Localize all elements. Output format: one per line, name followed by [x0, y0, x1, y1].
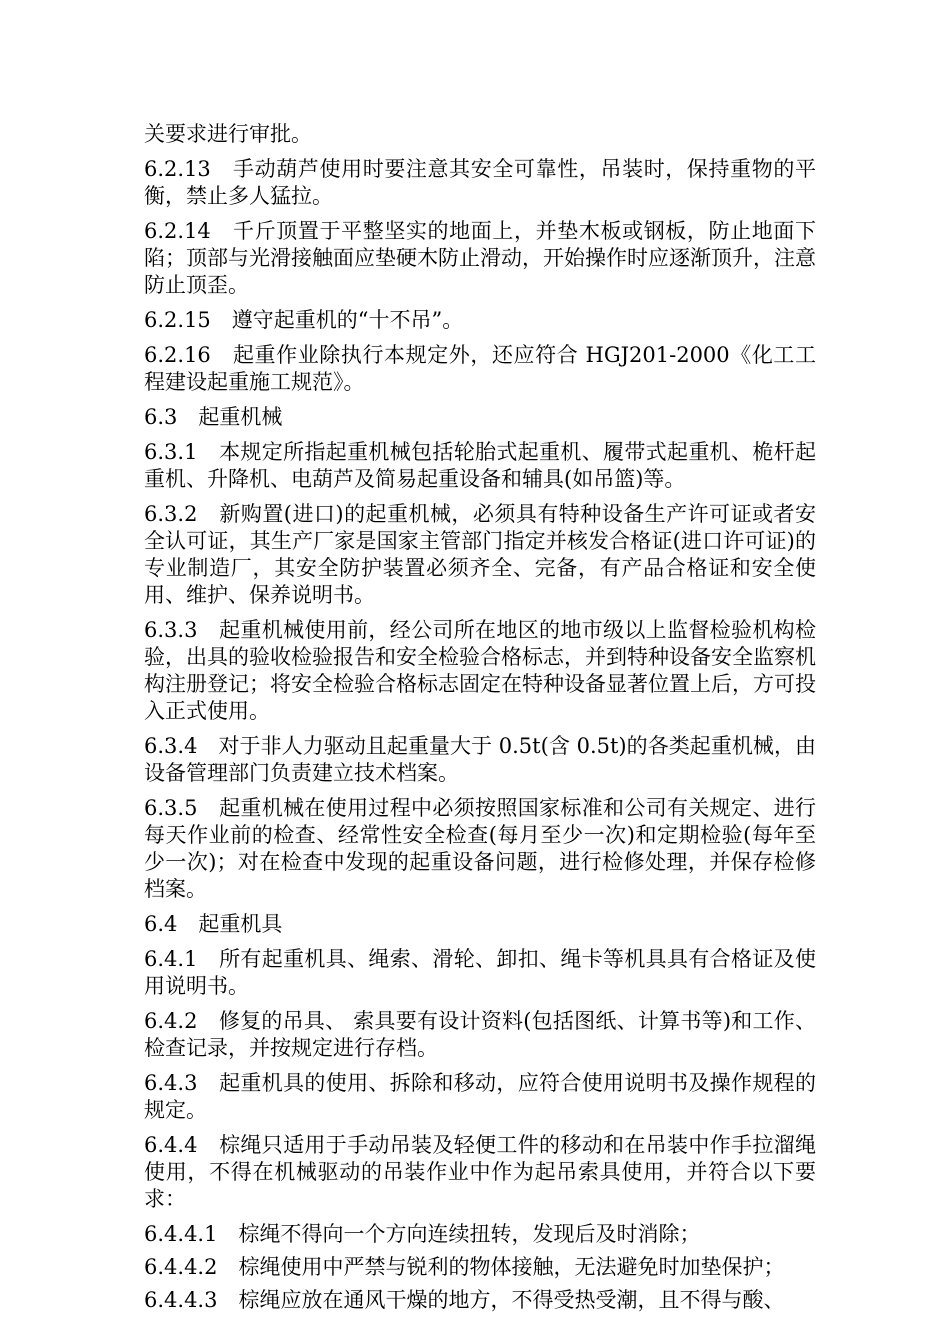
- paragraph-6-4-4-3: 6.4.4.3 棕绳应放在通风干燥的地方，不得受热受潮，且不得与酸、: [144, 1288, 785, 1312]
- section-heading-6-4: 6.4 起重机具: [144, 912, 283, 936]
- paragraph-6-4-3: 6.4.3 起重机具的使用、拆除和移动，应符合使用说明书及操作规程的规定。: [144, 1071, 816, 1122]
- paragraph-6-4-4-2: 6.4.4.2 棕绳使用中严禁与锐利的物体接触，无法避免时加垫保护；: [144, 1255, 785, 1279]
- document-body: [144, 121, 816, 1320]
- paragraph-6-4-4: 6.4.4 棕绳只适用于手动吊装及轻便工件的移动和在吊装中作手拉溜绳使用，不得在机械驱动的吊装作业中作为起吊索具使用，并符合以下要求：: [144, 1133, 816, 1211]
- section-heading-6-3: 6.3 起重机械: [144, 405, 283, 429]
- paragraph-6-3-2: 6.3.2 新购置(进口)的起重机械，必须具有特种设备生产许可证或者安全认可证，其生产厂家是国家主管部门指定并核发合格证(进口许可证)的专业制造厂，其安全防护装置必须齐全、完备，有产品合格证和安全使用、维护、保养说明书。: [144, 502, 816, 607]
- paragraph-6-3-3: 6.3.3 起重机械使用前，经公司所在地区的地市级以上监督检验机构检验，出具的验收检验报告和安全检验合格标志，并到特种设备安全监察机构注册登记；将安全检验合格标志固定在特种设备显著位置上后，方可投入正式使用。: [144, 618, 816, 723]
- paragraph-6-3-4: 6.3.4 对于非人力驱动且起重量大于 0.5t(含 0.5t)的各类起重机械，由设备管理部门负责建立技术档案。: [144, 734, 816, 785]
- paragraph-approval-continuation: 关要求进行审批。: [144, 122, 312, 146]
- paragraph-6-2-14: 6.2.14 千斤顶置于平整坚实的地面上，并垫木板或钢板，防止地面下陷；顶部与光滑接触面应垫硬木防止滑动，开始操作时应逐渐顶升，注意防止顶歪。: [144, 219, 816, 297]
- paragraph-6-3-1: 6.3.1 本规定所指起重机械包括轮胎式起重机、履带式起重机、桅杆起重机、升降机、电葫芦及简易起重设备和辅具(如吊篮)等。: [144, 440, 816, 491]
- paragraph-6-4-1: 6.4.1 所有起重机具、绳索、滑轮、卸扣、绳卡等机具具有合格证及使用说明书。: [144, 947, 816, 998]
- paragraph-6-3-5: 6.3.5 起重机械在使用过程中必须按照国家标准和公司有关规定、进行每天作业前的检查、经常性安全检查(每月至少一次)和定期检验(每年至少一次)；对在检查中发现的起重设备问题，进行检修处理，并保存检修档案。: [144, 796, 816, 901]
- paragraph-6-2-16: 6.2.16 起重作业除执行本规定外，还应符合 HGJ201-2000《化工工程建设起重施工规范》。: [144, 343, 816, 394]
- paragraph-6-2-15: 6.2.15 遵守起重机的“十不吊”。: [144, 308, 464, 332]
- paragraph-6-4-4-1: 6.4.4.1 棕绳不得向一个方向连续扭转，发现后及时消除；: [144, 1222, 701, 1246]
- paragraph-6-4-2: 6.4.2 修复的吊具、 索具要有设计资料(包括图纸、计算书等)和工作、检查记录，并按规定进行存档。: [144, 1009, 816, 1060]
- paragraph-6-2-13: 6.2.13 手动葫芦使用时要注意其安全可靠性，吊装时，保持重物的平衡，禁止多人猛拉。: [144, 157, 816, 208]
